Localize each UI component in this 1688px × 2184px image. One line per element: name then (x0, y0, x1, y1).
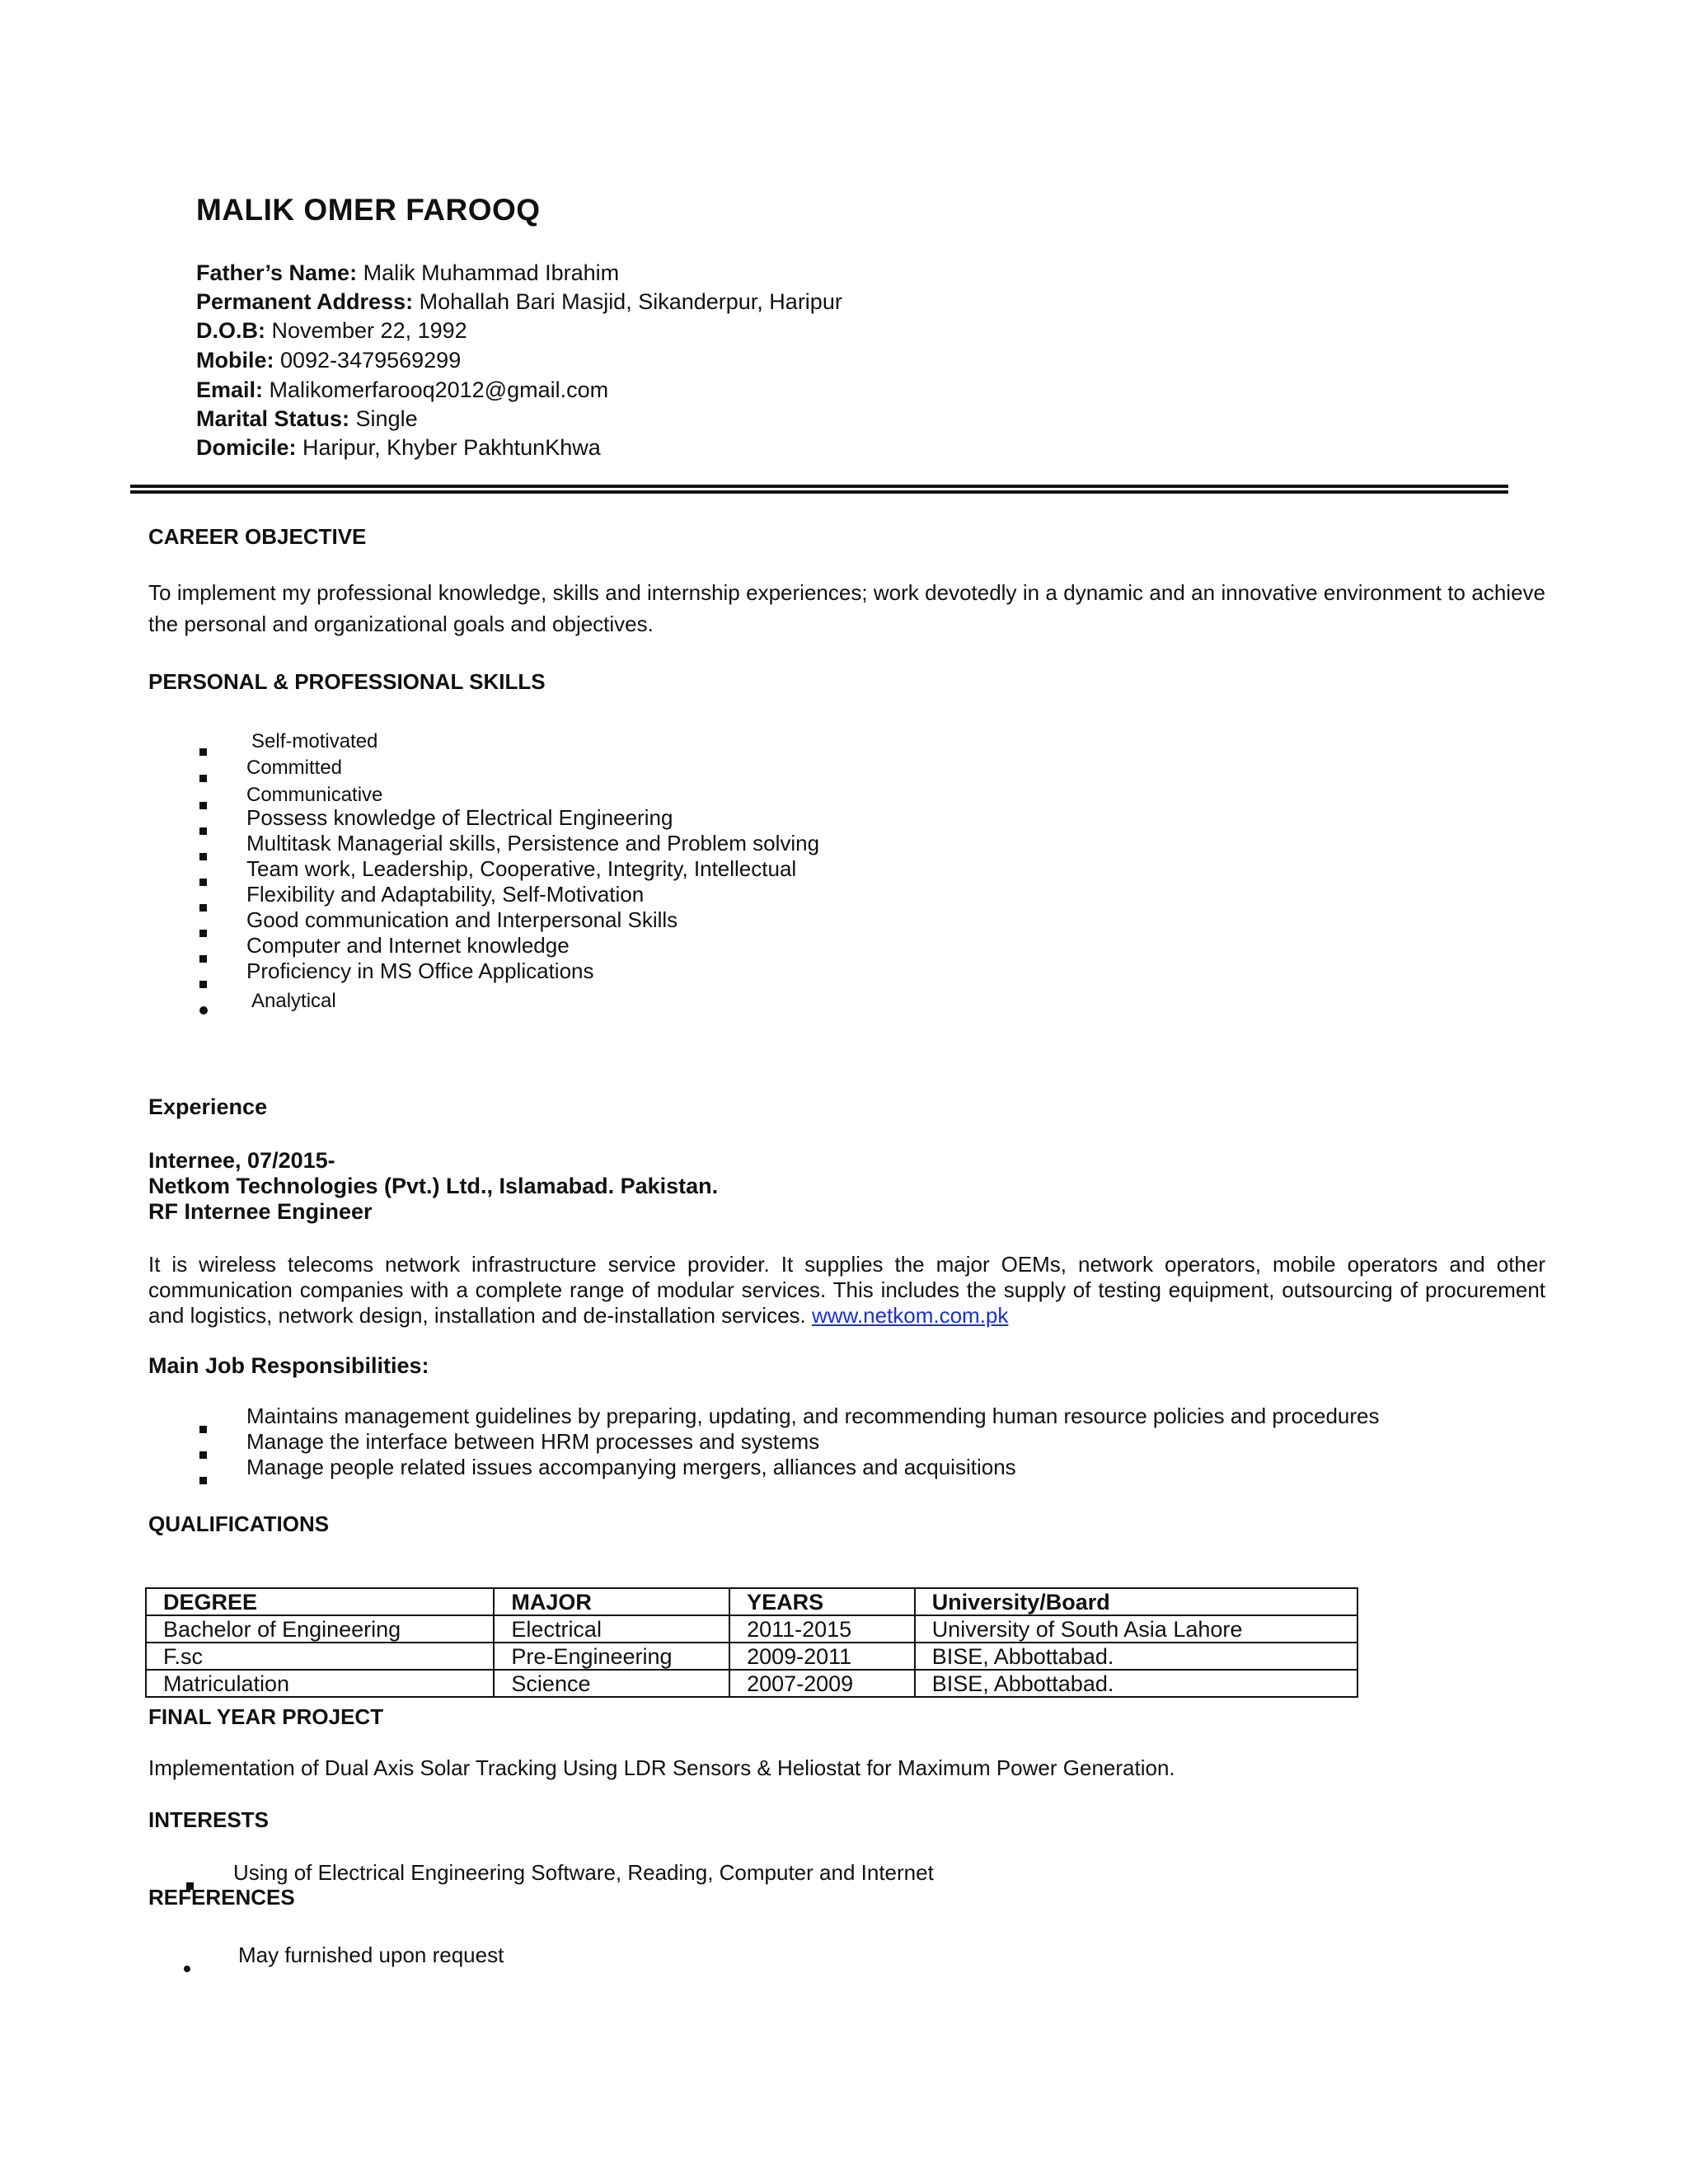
list-item: Good communication and Interpersonal Skills (199, 907, 678, 933)
info-label: Father’s Name: (196, 260, 358, 285)
table-row (146, 1615, 1357, 1643)
square-bullet-icon (199, 981, 207, 988)
info-label: Domicile: (196, 435, 297, 460)
list-item: Analytical (199, 990, 336, 1013)
list-item: Manage people related issues accompanying mergers, alliances and acquisitions (199, 1455, 1016, 1480)
experience-role: RF Internee Engineer (148, 1199, 373, 1224)
list-item: Self-motivated (199, 730, 377, 753)
info-permanent-address (196, 288, 842, 316)
references-heading: REFERENCES (148, 1885, 295, 1910)
list-item: May furnished upon request (184, 1943, 504, 1968)
experience-description: It is wireless telecoms network infrastructure service provider. It supplies the major OEMs, network operators, mobile operators and other communication companies with a complete range of modular services. This includes the supply of testing equipment, outsourcing of procurement and logistics, network design, installation and de-installation services. www.netkom.com.pk (148, 1252, 1545, 1328)
info-dob (196, 316, 467, 344)
table-cell: Bachelor of Engineering (146, 1615, 494, 1643)
column-header: YEARS (729, 1588, 915, 1615)
list-item: Proficiency in MS Office Applications (199, 958, 593, 984)
square-bullet-icon (199, 748, 207, 756)
round-bullet-icon (184, 1966, 190, 1972)
table-cell: University of South Asia Lahore (915, 1615, 1357, 1643)
table-cell: Matriculation (146, 1670, 494, 1697)
final-year-project-text: Implementation of Dual Axis Solar Tracking Using LDR Sensors & Heliostat for Maximum Power Generation. (148, 1755, 1175, 1780)
table-cell: F.sc (146, 1643, 494, 1670)
round-bullet-icon (199, 1006, 208, 1015)
info-value: Haripur, Khyber PakhtunKhwa (296, 435, 601, 460)
info-value: Malik Muhammad Ibrahim (357, 260, 620, 285)
list-item: Committed (199, 757, 342, 780)
info-value: 0092-3479569299 (274, 348, 462, 373)
info-fathers-name (196, 259, 619, 287)
interests-heading: INTERESTS (148, 1807, 269, 1832)
list-item: Computer and Internet knowledge (199, 933, 570, 958)
square-bullet-icon (199, 775, 207, 782)
info-email (196, 376, 608, 404)
list-item: Communicative (199, 784, 382, 807)
table-cell: 2007-2009 (729, 1670, 915, 1697)
info-value: Single (349, 406, 418, 431)
list-item: Team work, Leadership, Cooperative, Integrity, Intellectual (199, 856, 796, 882)
info-label: D.O.B: (196, 318, 265, 343)
table-cell: BISE, Abbottabad. (915, 1643, 1357, 1670)
info-value: Malikomerfarooq2012@gmail.com (263, 377, 609, 402)
info-value: November 22, 1992 (265, 318, 467, 343)
column-header: MAJOR (494, 1588, 729, 1615)
experience-company: Netkom Technologies (Pvt.) Ltd., Islamabad. Pakistan. (148, 1174, 719, 1198)
list-item: Manage the interface between HRM processes and systems (199, 1429, 819, 1455)
list-item: Multitask Managerial skills, Persistence and Problem solving (199, 831, 819, 856)
experience-heading: Experience (148, 1094, 268, 1119)
table-cell: Science (494, 1670, 729, 1697)
career-objective-text: To implement my professional knowledge, skills and internship experiences; work devotedly in a dynamic and an innovative environment to achieve the personal and organizational goals and objectives. (148, 580, 1545, 636)
company-website-link[interactable]: www.netkom.com.pk (811, 1303, 1009, 1328)
table-cell: 2009-2011 (729, 1643, 915, 1670)
info-label: Mobile: (196, 348, 274, 373)
table-header-row (146, 1588, 1357, 1615)
list-item: Possess knowledge of Electrical Engineering (199, 805, 673, 831)
list-item: Flexibility and Adaptability, Self-Motivation (199, 882, 644, 907)
column-header: DEGREE (146, 1588, 494, 1615)
info-label: Email: (196, 377, 264, 402)
career-objective-heading: CAREER OBJECTIVE (148, 524, 367, 549)
qualifications-table (145, 1587, 1358, 1698)
final-year-project-heading: FINAL YEAR PROJECT (148, 1704, 384, 1729)
square-bullet-icon (199, 1477, 207, 1484)
candidate-name: MALIK OMER FAROOQ (196, 193, 541, 227)
list-item: Maintains management guidelines by preparing, updating, and recommending human resource policies and procedures (199, 1404, 1380, 1429)
list-item: Using of Electrical Engineering Software, Reading, Computer and Internet (186, 1860, 934, 1886)
table-cell: BISE, Abbottabad. (915, 1670, 1357, 1697)
table-row (146, 1670, 1357, 1697)
header-divider-bottom (130, 490, 1508, 494)
table-row (146, 1643, 1357, 1670)
table-cell: Electrical (494, 1615, 729, 1643)
info-label: Marital Status: (196, 406, 350, 431)
info-label: Permanent Address: (196, 289, 414, 314)
info-marital-status (196, 405, 418, 433)
responsibilities-heading: Main Job Responsibilities: (148, 1353, 429, 1378)
header-divider-top (130, 485, 1508, 488)
info-value: Mohallah Bari Masjid, Sikanderpur, Haripur (413, 289, 842, 314)
table-cell: 2011-2015 (729, 1615, 915, 1643)
experience-position-date: Internee, 07/2015- (148, 1148, 335, 1173)
qualifications-heading: QUALIFICATIONS (148, 1511, 330, 1536)
info-mobile (196, 346, 461, 374)
column-header: University/Board (915, 1588, 1357, 1615)
skills-heading: PERSONAL & PROFESSIONAL SKILLS (148, 669, 546, 694)
table-cell: Pre-Engineering (494, 1643, 729, 1670)
info-domicile (196, 434, 601, 462)
